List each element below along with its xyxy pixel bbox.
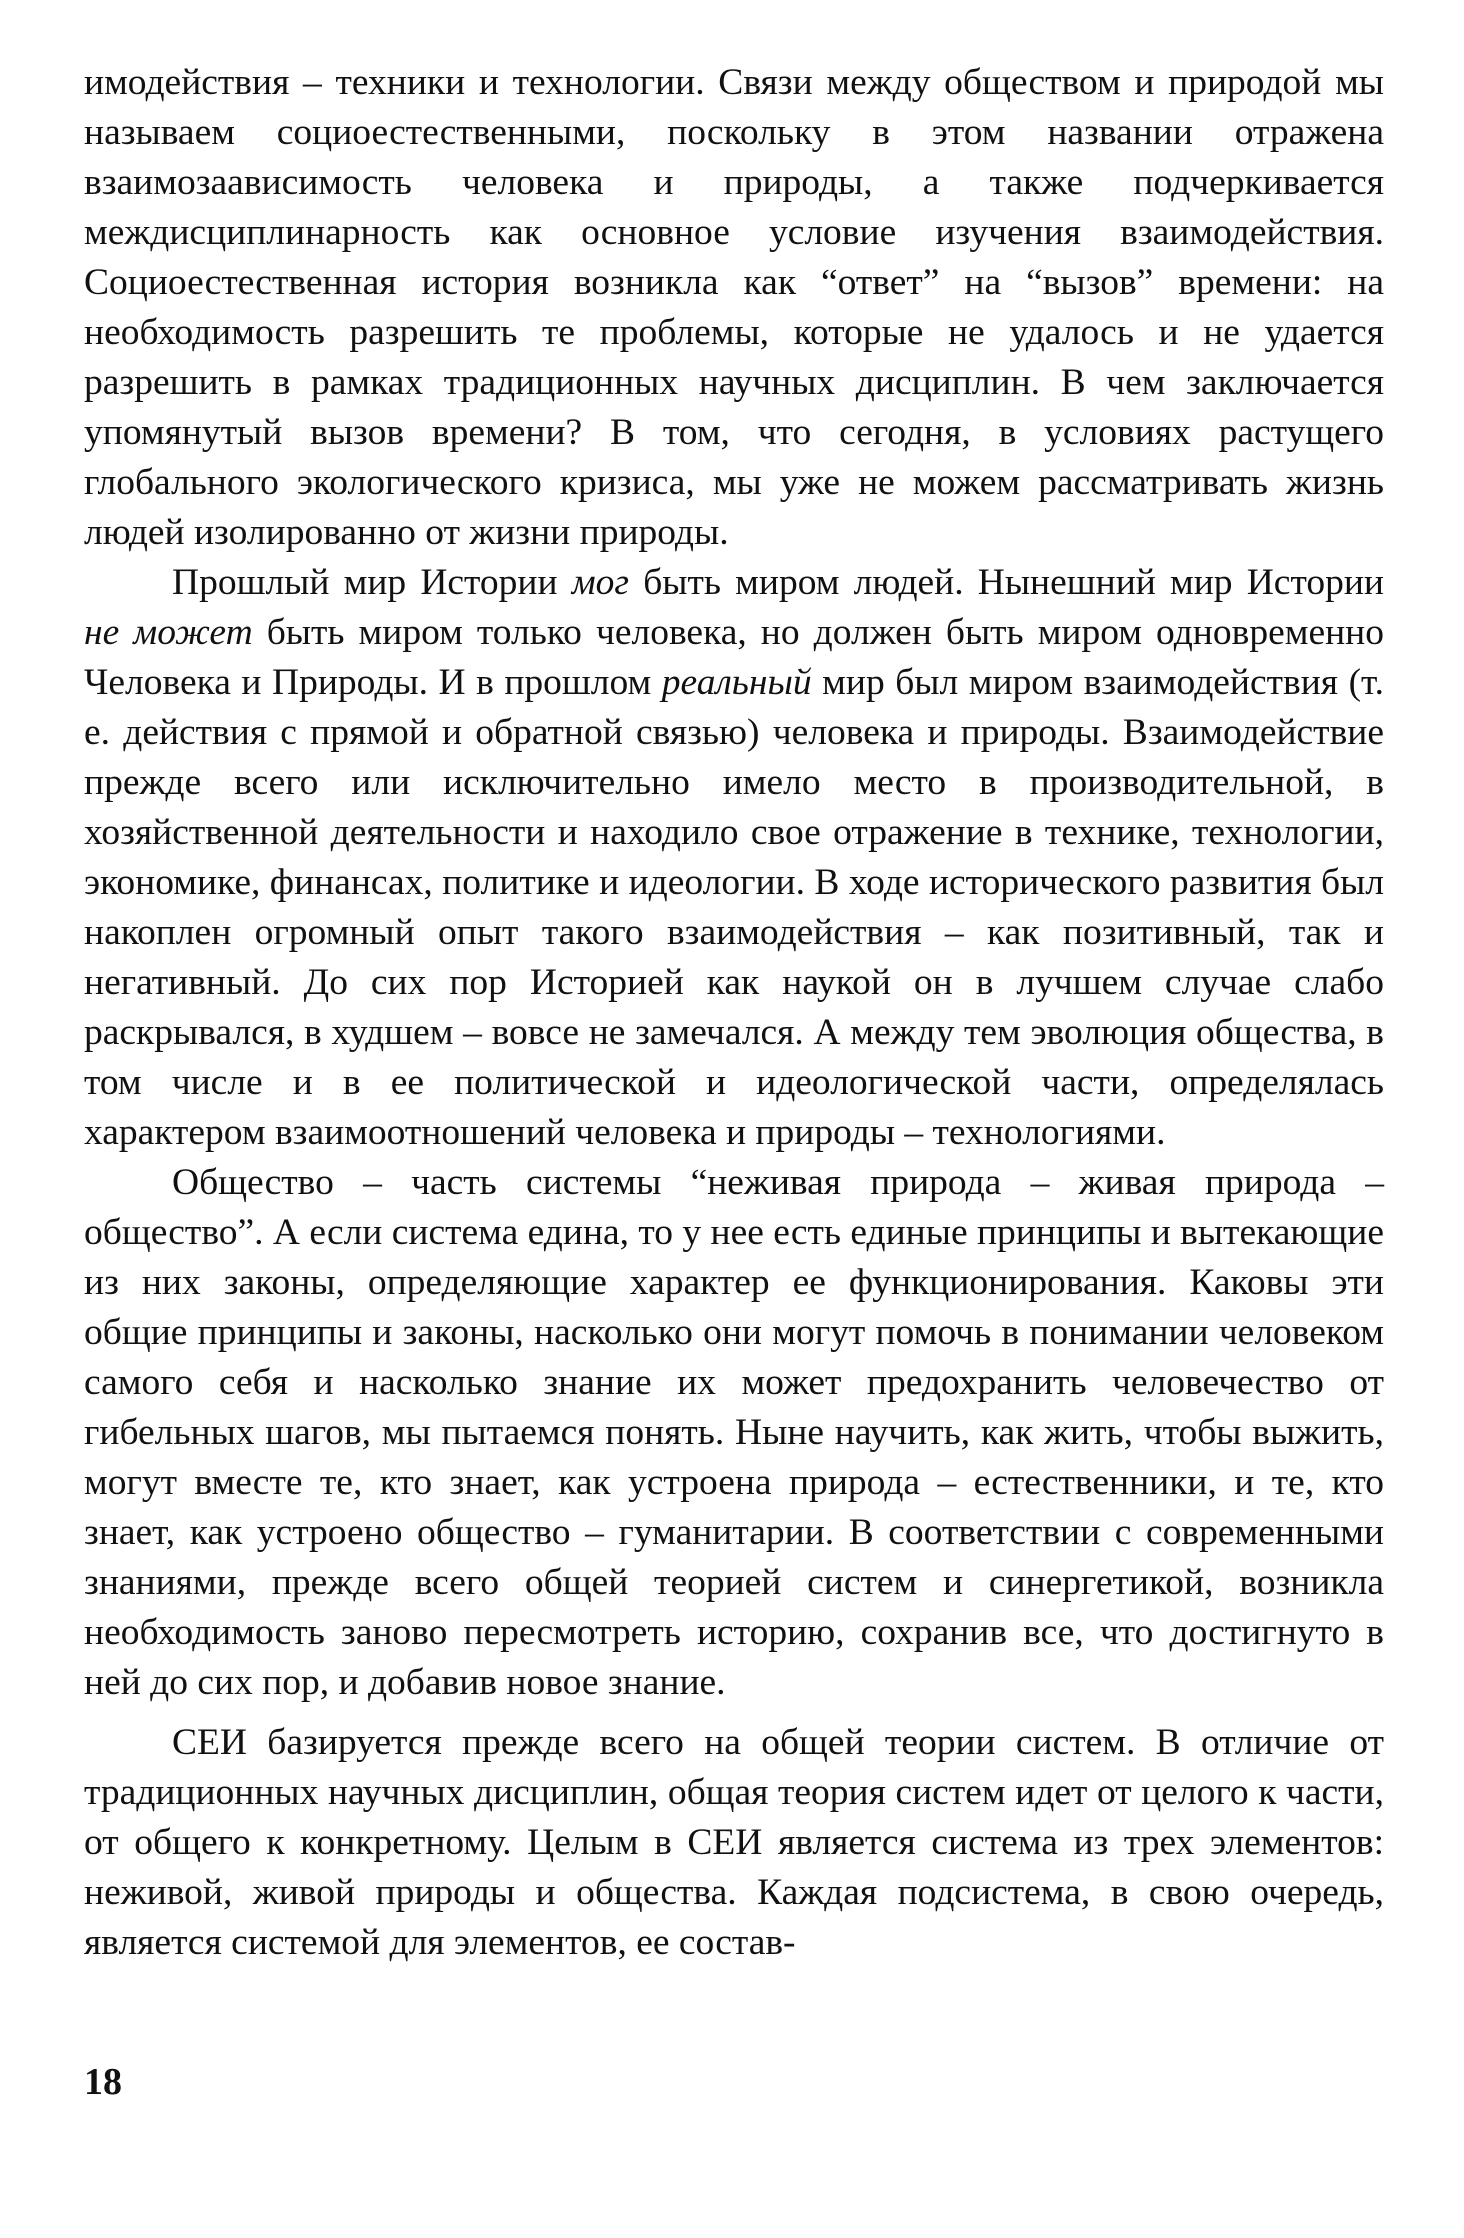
paragraph-2 bbox=[84, 558, 1384, 1158]
paragraph-2-text-c: быть миром только человека, но должен быть миром одновременно Человека и Природы. И в прошлом bbox=[84, 612, 1384, 703]
paragraph-3 bbox=[84, 1158, 1384, 1708]
paragraph-4-text: СЕИ базируется прежде всего на общей теории систем. В отличие от традиционных научных дисциплин, общая теория систем идет от целого к части, от общего к конкретному. Целым в СЕИ является система из трех элементов: неживой, живой природы и общества. Каждая подсистема, в свою очередь, является системой для элементов, ее состав- bbox=[84, 1722, 1384, 1963]
paragraph-2-text-d: мир был миром взаимодействия (т. е. действия с прямой и обратной связью) человека и природы. Взаимодействие прежде всего или исключительно имело место в производительной, в хозяйственной деятельности и находило свое отражение в технике, технологии, экономике, финансах, политике и идеологии. В ходе исторического развития был накоплен огромный опыт такого взаимодействия – как позитивный, так и негативный. До сих пор Историей как наукой он в лучшем случае слабо раскрывался, в худшем – вовсе не замечался. А между тем эволюция общества, в том числе и в ее политической и идеологической части, определялась характером взаимоотношений человека и природы – технологиями. bbox=[84, 662, 1385, 1153]
paragraph-2-italic-realnyi: реальный bbox=[661, 662, 812, 703]
paragraph-3-text: Общество – часть системы “неживая природа – живая природа – общество”. А если система едина, то у нее есть единые принципы и вытекающие из них законы, определяющие характер ее функционирования. Каковы эти общие принципы и законы, насколько они могут помочь в понимании человеком самого себя и насколько знание их может предохранить человечество от гибельных шагов, мы пытаемся понять. Ныне научить, как жить, чтобы выжить, могут вместе те, кто знает, как устроена природа – естественники, и те, кто знает, как устроено общество – гуманитарии. В соответствии с современными знаниями, прежде всего общей теорией систем и синергетикой, возникла необходимость заново пересмотреть историю, сохранив все, что достигнуто в ней до сих пор, и добавив новое знание. bbox=[84, 1162, 1384, 1703]
paragraph-4 bbox=[84, 1718, 1384, 1968]
paragraph-2-italic-mog: мог bbox=[571, 562, 630, 603]
paragraph-1 bbox=[84, 58, 1384, 558]
paragraph-1-text: имодействия – техники и технологии. Связи между обществом и природой мы называем социоестественными, поскольку в этом названии отражена взаимозаависимость человека и природы, а также подчеркивается междисциплинарность как основное условие изучения взаимодействия. Социоестественная история возникла как “ответ” на “вызов” времени: на необходимость разрешить те проблемы, которые не удалось и не удается разрешить в рамках традиционных научных дисциплин. В чем заключается упомянутый вызов времени? В том, что сегодня, в условиях растущего глобального экологического кризиса, мы уже не можем рассматривать жизнь людей изолированно от жизни природы. bbox=[84, 62, 1384, 553]
page-number: 18 bbox=[84, 2061, 122, 2103]
paragraph-2-text-b: быть миром людей. Нынешний мир Истории bbox=[629, 562, 1384, 603]
paragraph-2-italic-ne-mozhet: не может bbox=[84, 612, 253, 653]
paragraph-2-text-a: Прошлый мир Истории bbox=[172, 562, 572, 603]
page-body bbox=[84, 58, 1384, 1968]
